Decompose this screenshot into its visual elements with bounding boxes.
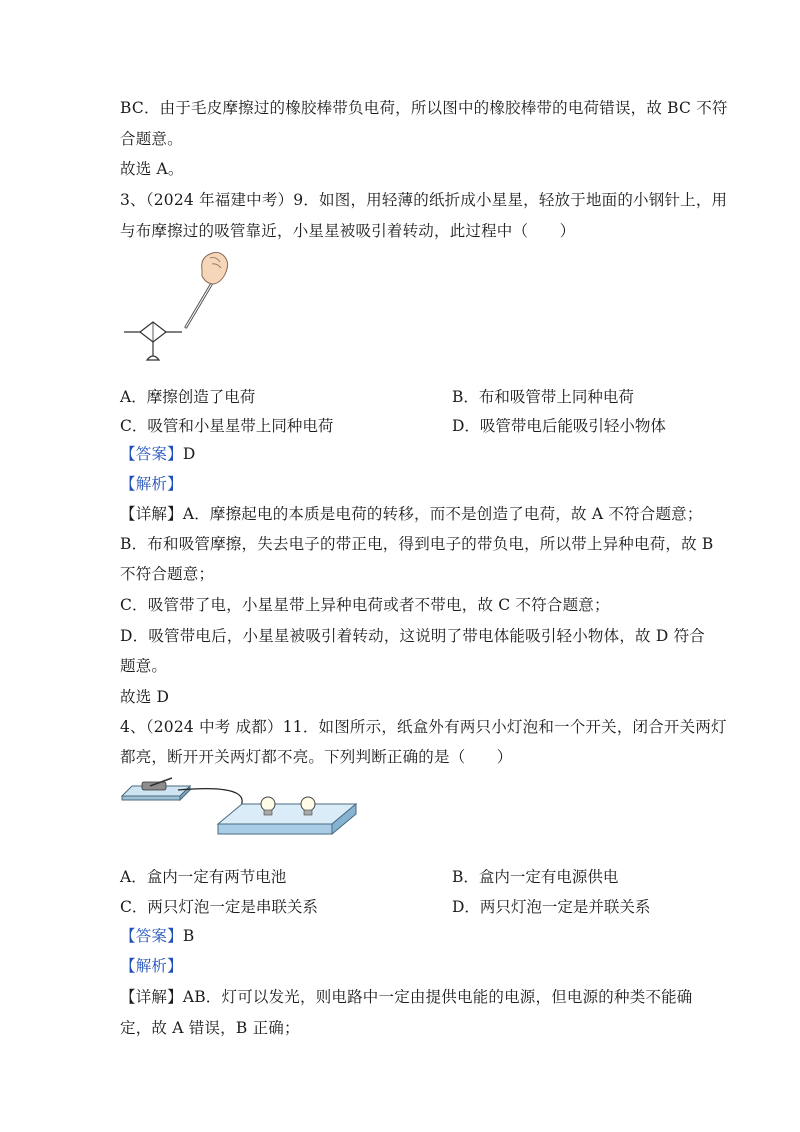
needle-base-shape xyxy=(147,356,159,360)
q4-detail-line1 xyxy=(120,986,693,1008)
q4-answer-line xyxy=(120,925,194,947)
q2-explanation-line1: BC．由于毛皮摩擦过的橡胶棒带负电荷，所以图中的橡胶棒带的电荷错误，故 BC 不符 xyxy=(120,99,728,117)
hand-shape xyxy=(202,252,228,284)
q4-stem-line1: 4、（2024 中考 成都）11．如图所示，纸盒外有两只小灯泡和一个开关，闭合开关两灯 xyxy=(120,718,727,736)
q3-stem-line1: 3、（2024 年福建中考）9．如图，用轻薄的纸折成小星星，轻放于地面的小钢针上，用 xyxy=(120,191,728,209)
q4-option-d: D．两只灯泡一定是并联关系 xyxy=(452,898,651,916)
analysis-tag: 【解析】 xyxy=(120,475,183,493)
q3-final-answer: 故选 D xyxy=(120,688,170,706)
q3-option-d: D．吸管带电后能吸引轻小物体 xyxy=(452,417,666,435)
q3-option-b: B．布和吸管带上同种电荷 xyxy=(452,388,634,406)
analysis-tag: 【解析】 xyxy=(120,957,183,975)
q4-option-c: C．两只灯泡一定是串联关系 xyxy=(120,898,318,916)
answer-tag: 【答案】 xyxy=(120,445,183,463)
detail-tag: 【详解】 xyxy=(120,505,183,523)
q4-option-b: B．盒内一定有电源供电 xyxy=(452,868,619,886)
bulb-left-icon xyxy=(261,797,275,811)
q4-detail-line2: 定，故 A 错误，B 正确； xyxy=(120,1019,300,1037)
q4-option-a: A．盒内一定有两节电池 xyxy=(120,868,287,886)
q3-figure-star-and-straw xyxy=(120,248,240,370)
q3-detail-line4: C．吸管带了电，小星星带上异种电荷或者不带电，故 C 不符合题意； xyxy=(120,596,610,614)
q4-figure-box-circuit xyxy=(120,774,360,840)
q3-answer-line xyxy=(120,443,195,465)
q3-option-c: C．吸管和小星星带上同种电荷 xyxy=(120,417,334,435)
q3-detail-text1: A．摩擦起电的本质是电荷的转移，而不是创造了电荷，故 A 不符合题意； xyxy=(182,505,703,523)
q4-stem-line2: 都亮，断开开关两灯都不亮。下列判断正确的是（ ） xyxy=(120,748,513,766)
q4-answer-value: B xyxy=(182,927,195,945)
bulb-right-icon xyxy=(301,797,315,811)
q3-detail-line3: 不符合题意； xyxy=(120,565,215,583)
q3-answer-value: D xyxy=(182,445,196,463)
q4-analysis-line xyxy=(120,955,183,977)
q3-option-a: A．摩擦创造了电荷 xyxy=(120,388,256,406)
q3-detail-line2: B．布和吸管摩擦，失去电子的带正电，得到电子的带负电，所以带上异种电荷，故 B xyxy=(120,535,714,553)
detail-tag: 【详解】 xyxy=(120,988,183,1006)
switch-shape xyxy=(142,782,166,790)
q3-stem-line2: 与布摩擦过的吸管靠近，小星星被吸引着转动，此过程中（ ） xyxy=(120,222,576,240)
q3-detail-line5: D．吸管带电后，小星星被吸引着转动，这说明了带电体能吸引轻小物体，故 D 符合 xyxy=(120,627,706,645)
q3-detail-line6: 题意。 xyxy=(120,657,168,675)
q3-detail-line1 xyxy=(120,503,703,525)
answer-tag: 【答案】 xyxy=(120,927,183,945)
q2-explanation-line2: 合题意。 xyxy=(120,130,183,148)
q2-final-answer: 故选 A。 xyxy=(120,160,184,178)
q3-analysis-line xyxy=(120,473,183,495)
q4-detail-text1: AB．灯可以发光，则电路中一定由提供电能的电源，但电源的种类不能确 xyxy=(182,988,693,1006)
